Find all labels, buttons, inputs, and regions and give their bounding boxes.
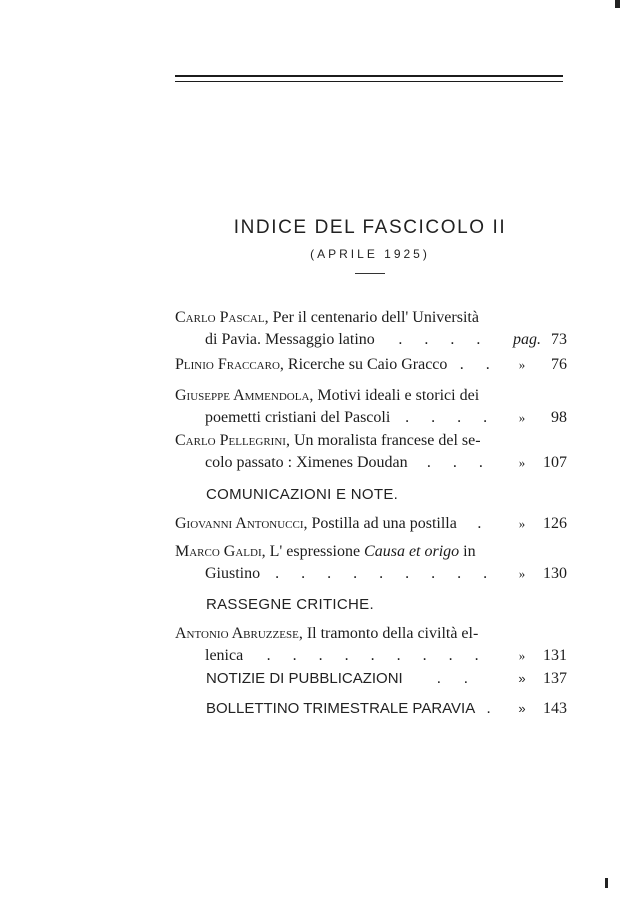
- page-number: 76: [551, 356, 567, 373]
- leader-dots: . . . . . . . . .: [275, 565, 497, 582]
- entry-title-cont: Giustino: [205, 565, 261, 582]
- leader-dots: . .: [436, 670, 478, 687]
- leader-dots: . .: [459, 356, 499, 373]
- entry-title: in: [459, 543, 476, 560]
- toc-entry: [175, 623, 567, 667]
- ditto-mark: »: [518, 455, 526, 470]
- entry-line: [175, 430, 567, 452]
- section-heading: COMUNICAZIONI E NOTE.: [206, 486, 399, 503]
- toc-section-entry: [206, 670, 567, 688]
- scan-mark: [615, 0, 620, 8]
- toc-section-entry: [206, 700, 567, 718]
- page-number: 98: [551, 409, 567, 426]
- toc-entry: [175, 513, 567, 535]
- toc-entry: [175, 430, 567, 474]
- toc-entry: [175, 541, 567, 585]
- leader-dots: . . . .: [398, 331, 490, 348]
- entry-line: [175, 541, 567, 563]
- entry-title: , L' espressione: [261, 543, 365, 560]
- ditto-mark: »: [518, 516, 526, 531]
- page-number: 73: [551, 331, 567, 348]
- entry-title: , Motivi ideali e storici dei: [309, 387, 480, 404]
- toc-entry: [175, 385, 567, 429]
- ditto-mark: »: [518, 410, 526, 425]
- entry-author: Antonio Abruzzese: [175, 625, 299, 642]
- page-subtitle: (APRILE 1925): [310, 247, 430, 261]
- entry-title-italic: Causa et origo: [364, 543, 460, 560]
- ditto-mark: »: [518, 566, 526, 581]
- entry-title: , Un moralista francese del se-: [285, 432, 481, 449]
- section-heading: RASSEGNE CRITICHE.: [206, 596, 374, 613]
- scan-mark: [605, 878, 608, 888]
- entry-line: [175, 623, 567, 645]
- ditto-mark: »: [518, 648, 526, 663]
- toc-entry: [175, 307, 567, 351]
- top-double-rule: [175, 75, 563, 82]
- entry-line: [175, 329, 567, 351]
- entry-author: Plinio Fraccaro: [175, 356, 280, 373]
- leader-dots: . . .: [426, 454, 492, 471]
- entry-line: [175, 354, 567, 376]
- section-label: NOTIZIE DI PUBBLICAZIONI: [206, 670, 403, 687]
- page-number: 130: [543, 565, 567, 582]
- entry-author: Carlo Pellegrini: [175, 432, 286, 449]
- entry-line: [175, 513, 567, 535]
- entry-author: Marco Galdi: [175, 543, 262, 560]
- entry-title: , Postilla ad una postilla: [303, 515, 457, 532]
- ditto-mark: »: [518, 357, 526, 372]
- entry-title-cont: lenica: [205, 647, 244, 664]
- entry-title: , Ricerche su Caio Gracco: [279, 356, 448, 373]
- page-number: 107: [543, 454, 567, 471]
- entry-author: Giovanni Antonucci: [175, 515, 304, 532]
- entry-title-cont: poemetti cristiani del Pascoli: [205, 409, 391, 426]
- leader-dots: . . . .: [405, 409, 497, 426]
- entry-line: [175, 307, 567, 329]
- ditto-mark: »: [518, 671, 526, 686]
- entry-line: [175, 385, 567, 407]
- entry-title: , Il tramonto della civiltà el-: [298, 625, 479, 642]
- entry-line: [175, 645, 567, 667]
- page-title: INDICE DEL FASCICOLO II: [233, 217, 507, 238]
- entry-title-cont: di Pavia. Messaggio latino: [205, 331, 375, 348]
- page-number: 126: [543, 515, 567, 532]
- section-label: BOLLETTINO TRIMESTRALE PARAVIA: [206, 700, 476, 717]
- ditto-mark: »: [518, 701, 526, 716]
- entry-line: [175, 563, 567, 585]
- title-divider: [355, 273, 385, 274]
- page-number: 137: [543, 670, 567, 687]
- page-number: 143: [543, 700, 567, 717]
- entry-line: [175, 407, 567, 429]
- entry-title: , Per il centenario dell' Università: [264, 309, 479, 326]
- leader-dots: .: [486, 700, 500, 717]
- leader-dots: . . . . . . . . .: [266, 647, 488, 664]
- leader-dots: .: [477, 515, 491, 532]
- toc-entry: [175, 354, 567, 376]
- page-number: 131: [543, 647, 567, 664]
- entry-author: Carlo Pascal: [175, 309, 265, 326]
- entry-author: Giuseppe Ammendola: [175, 387, 310, 404]
- entry-line: [175, 452, 567, 474]
- page-marker: pag.: [513, 331, 541, 348]
- entry-title-cont: colo passato : Ximenes Doudan: [205, 454, 408, 471]
